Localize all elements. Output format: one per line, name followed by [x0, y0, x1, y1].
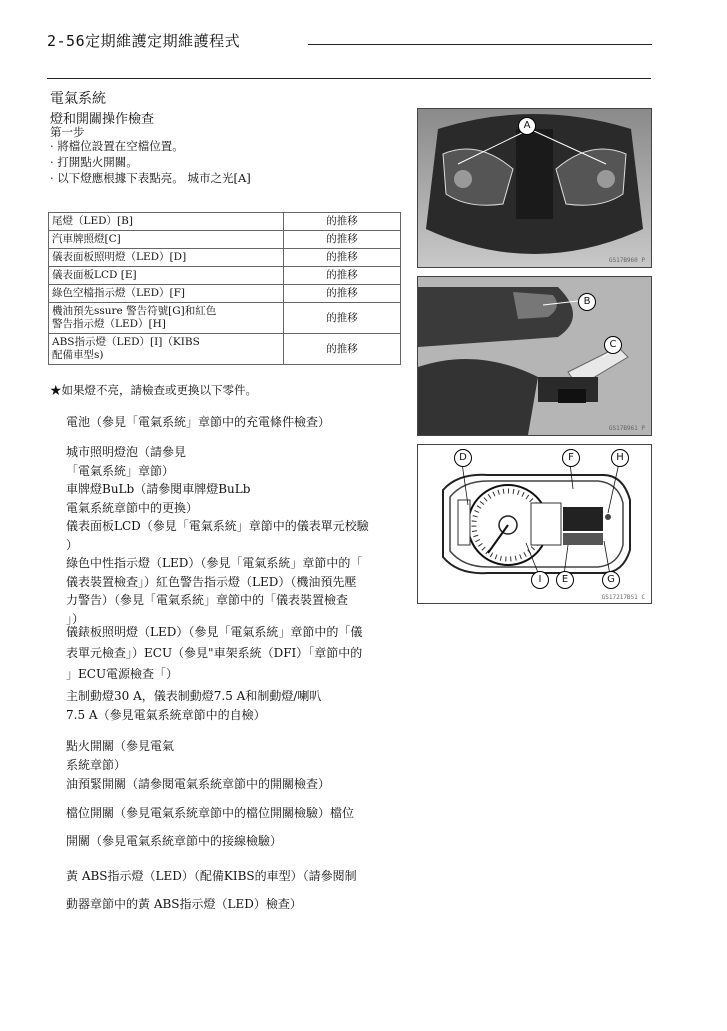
table-cell-item: 儀表面板LCD [E]	[49, 267, 284, 285]
table-row	[49, 231, 401, 249]
bullet-1: · 將檔位設置在空檔位置。	[50, 139, 184, 153]
header-rule	[308, 44, 652, 45]
table-cell-item: 儀表面板照明燈（LED）[D]	[49, 249, 284, 267]
page-header-title: 2-56定期維護定期維護程式	[47, 32, 241, 50]
table-cell-value: 的推移	[284, 231, 401, 249]
callout-i: I	[531, 571, 549, 589]
table-row	[49, 285, 401, 303]
section-title: 電氣系統	[50, 91, 106, 107]
table-cell-value: 的推移	[284, 267, 401, 285]
table-cell-value: 的推移	[284, 285, 401, 303]
callout-c: C	[604, 336, 622, 354]
table-row	[49, 267, 401, 285]
figure-code: GS17217BS1 C	[601, 594, 645, 601]
figure-code: GS17B960 P	[608, 257, 645, 264]
figure-code: GS17B961 P	[608, 425, 645, 432]
paragraph-fuses: 主制動燈30 A，儀表制動燈7.5 A和制動燈/喇叭 7.5 A（參見電氣系統章節中的自檢）	[66, 689, 322, 722]
figure-headlights	[417, 108, 652, 268]
callout-b: B	[578, 293, 596, 311]
bullet-2: · 打開點火開關。	[50, 155, 138, 169]
paragraph-gear-switch: 檔位開關（參見電氣系統章節中的檔位開關檢驗）檔位 開關（參見電氣系統章節中的接線檢驗）	[66, 806, 355, 848]
paragraph-ignition: 點火開關（參見電氣 系統章節） 油預緊開關（請參閱電氣系統章節中的開關檢查）	[66, 739, 331, 791]
table-row	[49, 249, 401, 267]
callout-g: G	[602, 571, 620, 589]
paragraph-battery: 電池（參見「電氣系統」章節中的充電條件檢查）	[66, 415, 331, 429]
table-cell-item: 綠色空檔指示燈（LED）[F]	[49, 285, 284, 303]
callout-f: F	[562, 449, 580, 467]
table-cell-value: 的推移	[284, 303, 401, 334]
bullet-3: · 以下燈應根據下表點亮。 城市之光[A]	[50, 171, 251, 185]
taillight-illustration	[418, 277, 651, 435]
table-cell-item: ABS指示燈（LED）[I]（KIBS 配備車型s)	[49, 334, 284, 365]
headlights-illustration	[418, 109, 651, 267]
table-row	[49, 213, 401, 231]
section-subtitle: 燈和開關操作檢查	[50, 112, 155, 127]
table-cell-item: 機油預先ssure 警告符號[G]和紅色 警告指示燈（LED）[H]	[49, 303, 284, 334]
table-cell-value: 的推移	[284, 334, 401, 365]
table-cell-item: 汽車牌照燈[C]	[49, 231, 284, 249]
table-row	[49, 334, 401, 365]
callout-a: A	[518, 117, 536, 135]
table-row	[49, 303, 401, 334]
table-cell-item: 尾燈（LED）[B]	[49, 213, 284, 231]
paragraph-meter-light: 儀錶板照明燈（LED）（參見「電氣系統」章節中的「儀 表單元檢查」）ECU（參見"車架系統（DFI）「章節中的 」ECU電源檢查「）	[66, 625, 363, 681]
paragraph-lamps: 城市照明燈泡（請參見 「電氣系統」章節） 車牌燈BuLb（請參閱車牌燈BuLb 電氣系統章節中的更換） 儀表面板LCD（參見「電氣系統」章節中的儀表單元校驗 ） 綠色中性指示燈（LED）（參見「電氣系統」章節中的「 儀表裝置檢查」）紅色警告指示燈（LED）（機油預先壓 力警告）（參見「電氣系統」章節中的「儀表裝置檢查 」）	[66, 445, 369, 626]
paragraph-abs: 黃 ABS指示燈（LED）（配備KIBS的車型）（請參閱制 動器章節中的黃 ABS指示燈（LED）檢查）	[66, 869, 357, 911]
table-cell-value: 的推移	[284, 213, 401, 231]
step-label: 第一步	[50, 125, 85, 139]
table-cell-value: 的推移	[284, 249, 401, 267]
note-text: ★如果燈不亮，請檢查或更換以下零件。	[50, 383, 257, 397]
figure-meter-panel	[417, 444, 652, 604]
callout-d: D	[454, 449, 472, 467]
section-divider	[47, 78, 651, 79]
callout-e: E	[556, 571, 574, 589]
callout-h: H	[611, 449, 629, 467]
figure-taillight	[417, 276, 652, 436]
lamp-table	[48, 212, 401, 365]
